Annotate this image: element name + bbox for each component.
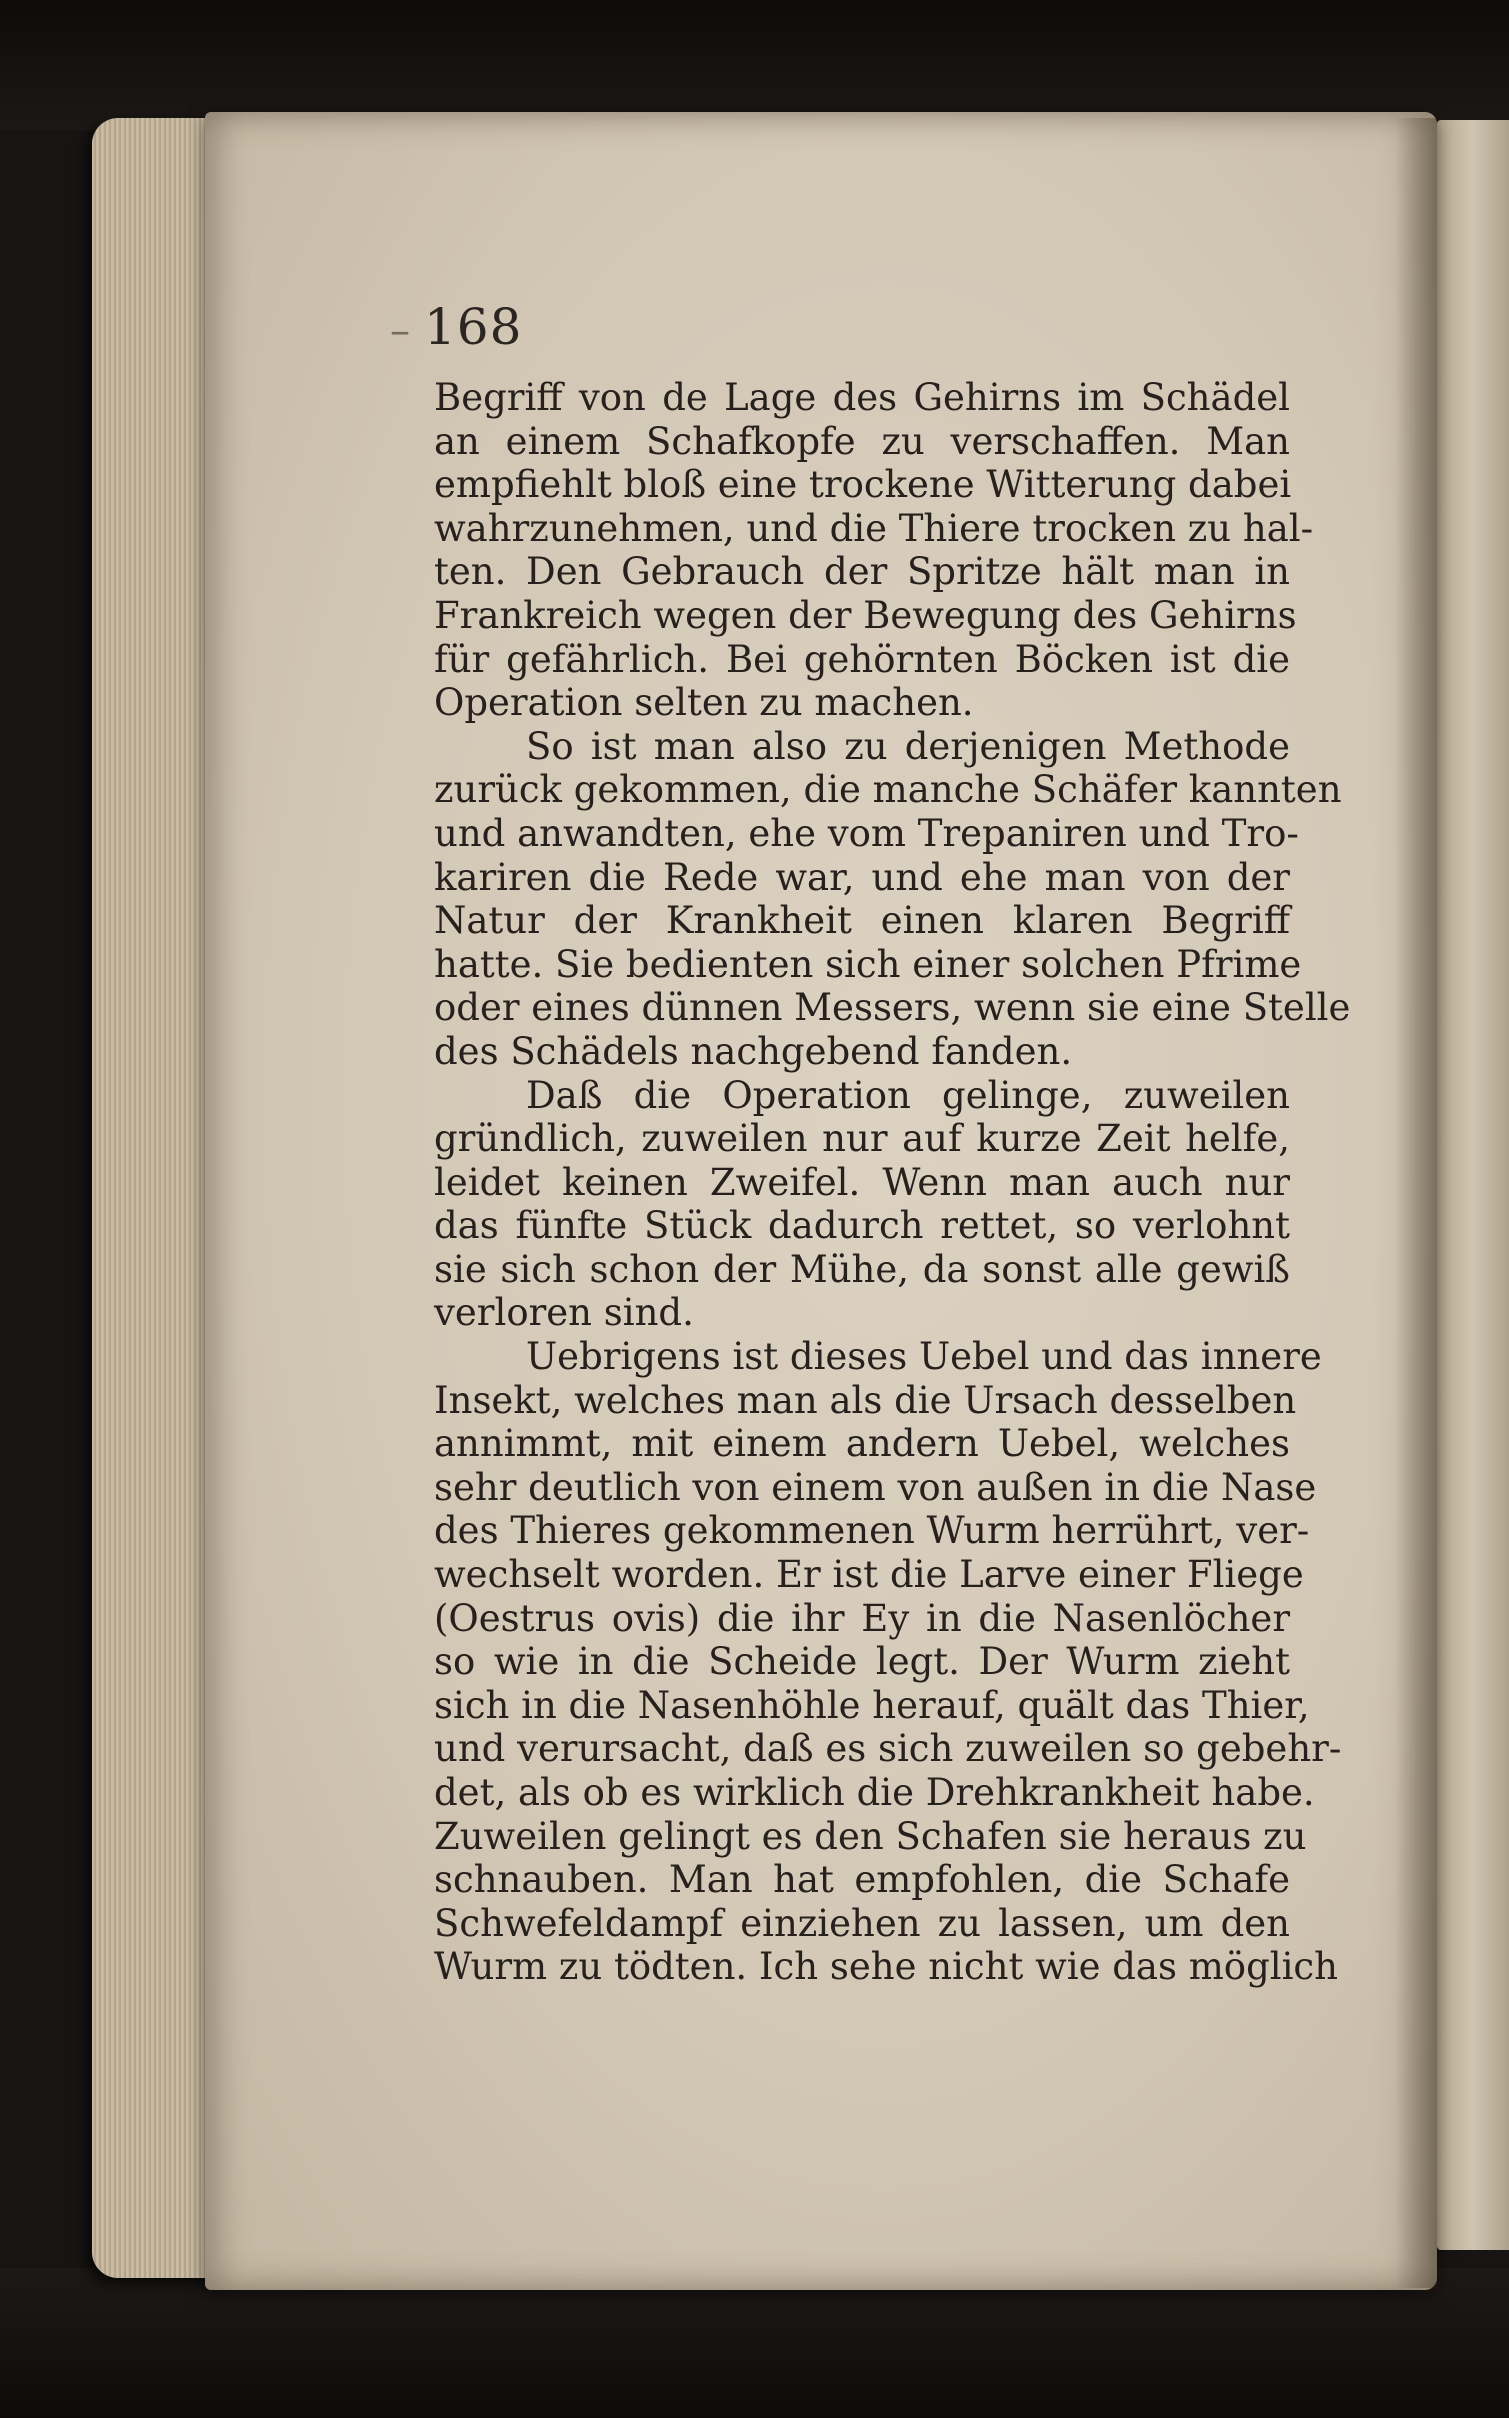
text-line: sehr deutlich von einem von außen in die Nase bbox=[434, 1465, 1317, 1509]
text-line: Begriff von de Lage des Gehirns im Schädel bbox=[434, 376, 1290, 419]
text-line: wahrzunehmen, und die Thiere trocken zu hal- bbox=[434, 506, 1314, 550]
text-line: det, als ob es wirklich die Drehkrankheit habe. bbox=[434, 1771, 1315, 1814]
paragraph bbox=[434, 1335, 1342, 1989]
text-line: oder eines dünnen Messers, wenn sie eine Stelle bbox=[434, 986, 1351, 1030]
text-line: verloren sind. bbox=[434, 1291, 694, 1335]
head-dash: – bbox=[390, 308, 410, 354]
text-line: Insekt, welches man als die Ursach desselben bbox=[434, 1378, 1297, 1422]
text-line: Wurm zu tödten. Ich sehe nicht wie das möglich bbox=[434, 1945, 1338, 1989]
text-line: Uebrigens ist dieses Uebel und das innere bbox=[526, 1335, 1322, 1379]
text-line: empfiehlt bloß eine trockene Witterung dabei bbox=[434, 463, 1292, 507]
text-line: des Thieres gekommenen Wurm herrührt, ver- bbox=[434, 1509, 1310, 1553]
paragraph bbox=[434, 724, 1351, 1074]
text-line: des Schädels nachgebend fanden. bbox=[434, 1029, 1073, 1073]
dark-backdrop-top bbox=[0, 0, 1509, 130]
stacked-page-edges bbox=[92, 118, 222, 2278]
text-line: gründlich, zuweilen nur auf kurze Zeit helfe, bbox=[434, 1117, 1290, 1161]
text-line: zurück gekommen, die manche Schäfer kannten bbox=[434, 768, 1342, 812]
text-line: so wie in die Scheide legt. Der Wurm zieht bbox=[434, 1640, 1290, 1684]
paragraph bbox=[434, 1074, 1290, 1336]
text-line: das fünfte Stück dadurch rettet, so verlohnt bbox=[434, 1204, 1290, 1248]
text-line: sie sich schon der Mühe, da sonst alle gewiß bbox=[434, 1247, 1290, 1291]
text-line: Natur der Krankheit einen klaren Begriff bbox=[434, 899, 1290, 943]
text-line: für gefährlich. Bei gehörnten Böcken ist die bbox=[434, 637, 1290, 681]
text-line: So ist man also zu derjenigen Methode bbox=[526, 724, 1290, 768]
text-line: Zuweilen gelingt es den Schafen sie heraus zu bbox=[434, 1814, 1307, 1858]
text-line: (Oestrus ovis) die ihr Ey in die Nasenlöcher bbox=[434, 1596, 1290, 1640]
text-line: und anwandten, ehe vom Trepaniren und Tro- bbox=[434, 811, 1299, 855]
dark-backdrop-bottom bbox=[0, 2268, 1509, 2418]
text-line: an einem Schafkopfe zu verschaffen. Man bbox=[434, 419, 1290, 463]
gutter-shadow bbox=[1395, 118, 1437, 2288]
running-head bbox=[390, 298, 522, 356]
text-line: Operation selten zu machen. bbox=[434, 681, 974, 725]
text-line: ten. Den Gebrauch der Spritze hält man in bbox=[434, 550, 1290, 594]
text-line: wechselt worden. Er ist die Larve einer Fliege bbox=[434, 1553, 1304, 1597]
text-line: schnauben. Man hat empfohlen, die Schafe bbox=[434, 1858, 1290, 1902]
text-line: kariren die Rede war, und ehe man von der bbox=[434, 855, 1290, 899]
text-line: Daß die Operation gelinge, zuweilen bbox=[526, 1073, 1290, 1117]
paragraph bbox=[434, 376, 1314, 725]
facing-page-edge bbox=[1437, 120, 1509, 2250]
text-line: sich in die Nasenhöhle herauf, quält das Thier, bbox=[434, 1683, 1310, 1727]
text-line: leidet keinen Zweifel. Wenn man auch nur bbox=[434, 1160, 1290, 1204]
text-line: hatte. Sie bedienten sich einer solchen Pfrime bbox=[434, 942, 1302, 986]
text-line: annimmt, mit einem andern Uebel, welches bbox=[434, 1422, 1290, 1466]
page-number: 168 bbox=[424, 298, 523, 356]
text-line: und verursacht, daß es sich zuweilen so gebehr- bbox=[434, 1727, 1342, 1771]
text-line: Frankreich wegen der Bewegung des Gehirns bbox=[434, 593, 1297, 637]
text-line: Schwefeldampf einziehen zu lassen, um den bbox=[434, 1901, 1290, 1945]
body-text bbox=[434, 376, 1351, 1989]
